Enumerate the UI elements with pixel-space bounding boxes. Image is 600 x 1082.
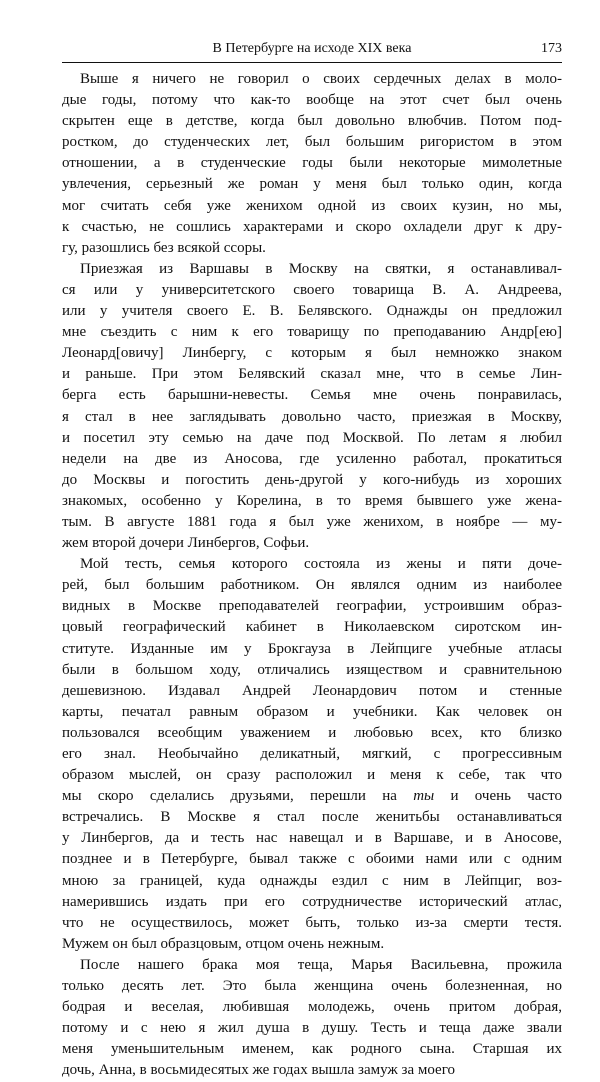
text-line: цовый географический кабинет в Николаевском сиротском ин- [62, 619, 562, 636]
text-line: недели на две из Аносова, где усиленно работал, прокатиться [62, 450, 562, 467]
text-line: бодрая и веселая, любившая молодежь, очень притом добрая, [62, 999, 562, 1016]
text-line: ростком, до студенческих лет, был большим ригористом в этом [62, 134, 562, 151]
text-line: и посетил эту семью на даче под Москвой. По летам я любил [62, 429, 562, 446]
running-head [62, 38, 562, 60]
text-line: мог считать себя уже женихом одной из своих кузин, но мы, [62, 197, 562, 214]
page-number: 173 [541, 41, 562, 56]
text-line: отношении, а в студенческие годы были некоторые мимолетные [62, 155, 562, 172]
text-line: потому и с нею я жил душа в душу. Тесть и теща даже звали [62, 1020, 562, 1037]
text-line: только десять лет. Это была женщина очень болезненная, но [62, 978, 562, 995]
book-page [62, 38, 562, 1082]
text-line: мною за границей, куда однажды ездил с ним в Лейпциг, воз- [62, 872, 562, 889]
paragraph [62, 69, 562, 259]
text-line: тым. В августе 1881 года я был уже женихом, в ноябре — му- [62, 513, 562, 530]
text-line: Мужем он был образцовым, отцом очень нежным. [62, 935, 385, 952]
text-line: ся или у университетского своего товарища В. А. Андреева, [62, 281, 562, 298]
text-line: что не осуществилось, может быть, только из-за смерти тестя. [62, 914, 562, 931]
running-title: В Петербурге на исходе XIX века [212, 41, 412, 56]
text-line: у Линбергов, да и тесть нас навещал и в Варшаве, и в Аносове, [62, 830, 562, 847]
text-line: до Москвы и погостить день-другой у кого-нибудь из хороших [62, 471, 562, 488]
text-line: скрытен еще в детстве, когда был довольно влюбчив. Потом под- [62, 113, 562, 130]
text-line: Мой тесть, семья которого состояла из жены и пяти доче- [80, 556, 562, 573]
text-line: карты, печатал равным образом и учебники. Как человек он [62, 703, 562, 720]
text-line: увлечения, серьезный же роман у меня был только один, когда [62, 176, 562, 193]
text-line: встречались. В Москве я стал после женитьбы останавливаться [62, 809, 562, 826]
paragraph [62, 259, 562, 554]
text-line: или у учителя своего Е. В. Белявского. Однажды он предложил [62, 303, 562, 320]
paragraph [62, 554, 562, 955]
text-line: Леонард[овичу] Линбергу, с которым я был немножко знаком [62, 345, 562, 362]
text-line: были в большом ходу, отличались изяществом и сравнительною [62, 661, 562, 678]
text-line: гу, разошлись без всякой ссоры. [62, 239, 266, 256]
text-line: видных в Москве преподавателей географии, устроившим образ- [62, 598, 562, 615]
text-line: намерившись издать при его сотрудничестве исторический атлас, [62, 893, 562, 910]
text-line: и раньше. При этом Белявский сказал мне, что в семье Лин- [62, 366, 562, 383]
text-line: берга есть барышни-невесты. Семья мне очень понравилась, [62, 387, 562, 404]
header-rule [62, 62, 562, 63]
text-line: жем второй дочери Линбергов, Софьи. [62, 535, 310, 552]
text-line: дешевизною. Издавал Андрей Леонардович потом и стенные [62, 682, 562, 699]
text-line: пользовался всеобщим уважением и любовью всех, кто близко [62, 724, 562, 741]
text-line: к счастью, не сошлись характерами и скоро охладели друг к дру- [62, 218, 562, 235]
text-line: ституте. Изданные им у Брокгауза в Лейпциге учебные атласы [62, 640, 562, 657]
text-line: рей, был большим работником. Он являлся одним из наиболее [62, 577, 562, 594]
text-line: После нашего брака моя теща, Марья Васильевна, прожила [80, 956, 562, 973]
body-text [62, 69, 562, 1082]
text-line: мы скоро сделались друзьями, перешли на ты и очень часто [62, 788, 562, 805]
text-line: Приезжая из Варшавы в Москву на святки, я останавливал- [80, 260, 562, 277]
text-line: Выше я ничего не говорил о своих сердечных делах в моло- [80, 71, 562, 87]
text-line: я стал в нее заглядывать довольно часто, приезжая в Москву, [62, 408, 562, 425]
text-line: позднее и в Петербурге, бывал также с обоими нами или с одним [62, 851, 562, 868]
text-line: дочь, Анна, в восьмидесятых же годах вышла замуж за моего [62, 1062, 455, 1079]
text-line: дые годы, потому что как-то вообще на этот счет был очень [62, 92, 562, 109]
text-line: мне съездить с ним к его товарищу по преподаванию Андр[ею] [62, 324, 562, 341]
paragraph [62, 955, 562, 1082]
text-line: знакомых, особенно у Корелина, в то время бывшего уже жена- [62, 492, 562, 509]
text-line: его знал. Необычайно деликатный, мягкий, с прогрессивным [62, 746, 562, 762]
text-line: меня уменьшительным именем, как родного сына. Старшая их [62, 1041, 562, 1058]
text-line: образом мыслей, он сразу расположил и меня к себе, так что [62, 767, 562, 784]
